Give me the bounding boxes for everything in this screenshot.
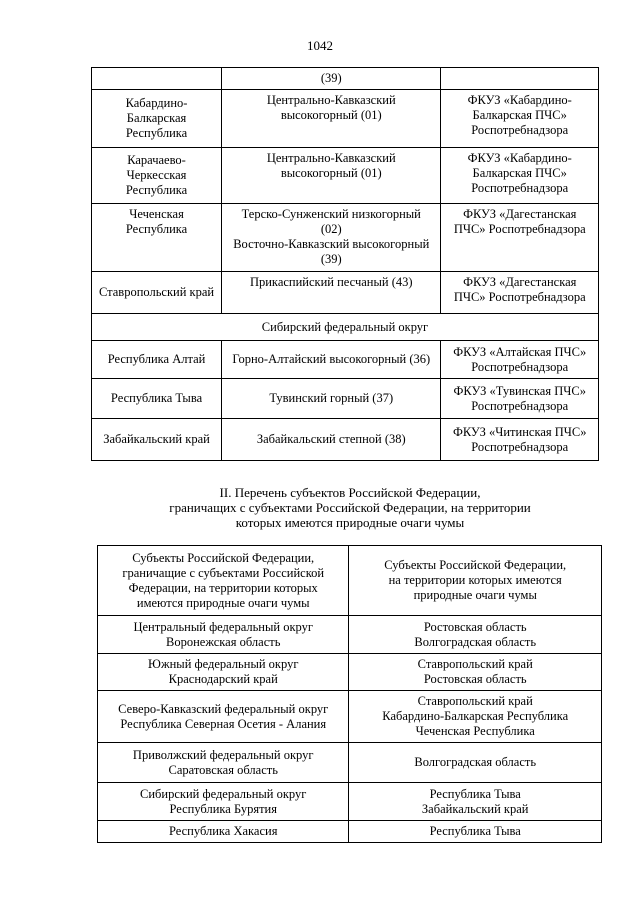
cell-line: ПЧС» Роспотребнадзора (453, 222, 586, 236)
table-row (92, 419, 599, 461)
cell-line: Балкарская ПЧС» (472, 108, 567, 122)
cell-line: Волгоградская область (414, 634, 537, 649)
page-number: 1042 (307, 38, 333, 53)
cell-line: Республика Алтай (107, 352, 206, 366)
cell-line: на территории которых имеются (388, 573, 562, 587)
table-row (92, 148, 599, 204)
bordering-subjects-table (97, 545, 602, 843)
institution-cell (441, 272, 599, 314)
cell-line: Роспотребнадзора (471, 398, 569, 413)
table-cell (98, 743, 349, 783)
cell-line: ФКУЗ «Кабардино- (467, 151, 572, 165)
table-row (98, 691, 602, 743)
cell-line: ФКУЗ «Дагестанская (463, 207, 577, 221)
table-row (98, 821, 602, 843)
cell-line: Роспотребнадзора (471, 359, 569, 374)
focus-cell (222, 90, 441, 148)
section-heading-line: которых имеются природные очаги чумы (235, 515, 465, 530)
subject-cell (92, 90, 222, 148)
cell-line: Ставропольский край (98, 285, 215, 299)
cell-line: Субъекты Российской Федерации, (132, 550, 315, 565)
cell-line: Республика Тыва (429, 824, 521, 838)
table-cell (98, 783, 349, 821)
cell-line: Ставропольский край (417, 657, 533, 671)
table-cell (349, 821, 602, 843)
cell-line: Республика Хакасия (168, 824, 278, 838)
cell-line: Краснодарский край (168, 672, 278, 686)
cell-line: ФКУЗ «Кабардино- (467, 93, 572, 107)
cell-line: (39) (320, 252, 342, 266)
cell-line: Южный федеральный округ (147, 657, 299, 671)
institution-cell (441, 90, 599, 148)
cell-line: Сибирский федеральный округ (140, 786, 307, 801)
cell-line: Балкарская (126, 111, 187, 125)
table-row (92, 204, 599, 272)
table-cell (441, 68, 599, 90)
cell-line: Забайкальский степной (38) (256, 432, 406, 446)
cell-line: ФКУЗ «Читинская ПЧС» (452, 424, 587, 439)
cell-line: Забайкальский край (421, 801, 529, 816)
header-cell (98, 546, 349, 616)
header-cell (349, 546, 602, 616)
cell-line: ФКУЗ «Дагестанская (463, 275, 577, 289)
cell-line: ПЧС» Роспотребнадзора (453, 290, 586, 304)
cell-line: природные очаги чумы (413, 588, 537, 602)
subject-cell (92, 419, 222, 461)
subject-cell (92, 148, 222, 204)
institution-cell (441, 341, 599, 379)
cell-line: Тувинский горный (37) (269, 391, 394, 405)
cell-line: Республика (125, 222, 188, 236)
cell-line: Ростовская область (423, 672, 527, 686)
cell-line: Кабардино- (125, 96, 188, 110)
cell-line: граничащие с субъектами Российской (122, 565, 325, 580)
cell-line: Горно-Алтайский высокогорный (36) (232, 352, 431, 366)
subject-cell (92, 272, 222, 314)
section-heading (150, 485, 550, 530)
focus-cell (222, 272, 441, 314)
cell-line: Роспотребнадзора (471, 123, 569, 137)
cell-line: Республика Северная Осетия - Алания (120, 716, 327, 731)
cell-line: (02) (320, 222, 342, 236)
table-row (98, 654, 602, 691)
cell-line: Саратовская область (168, 762, 278, 777)
district-heading: Сибирский федеральный округ (92, 314, 599, 341)
cell-line: Чеченская Республика (415, 724, 535, 738)
institution-cell (441, 379, 599, 419)
cell-line: Забайкальский край (103, 432, 210, 446)
table-row (98, 783, 602, 821)
cell-line: Роспотребнадзора (471, 181, 569, 195)
table-header-row (98, 546, 602, 616)
cell-line: Прикаспийский песчаный (43) (249, 275, 413, 289)
section-heading-line: II. Перечень субъектов Российской Федерации, (219, 485, 481, 500)
table-cell (92, 68, 222, 90)
focus-cell (222, 204, 441, 272)
cell-line: Терско-Сунженский низкогорный (241, 207, 421, 221)
cell-line: Республика (125, 183, 188, 197)
institution-cell (441, 419, 599, 461)
institution-cell (441, 204, 599, 272)
cell-line: Центрально-Кавказский (266, 93, 396, 107)
cell-line: Республика Тыва (110, 391, 203, 405)
table-row (98, 743, 602, 783)
table-row (92, 272, 599, 314)
table-cell: (39) (222, 68, 441, 90)
table-row (98, 616, 602, 654)
focus-cell (222, 419, 441, 461)
table-row (92, 341, 599, 379)
table-row-continuation (92, 68, 599, 90)
table-cell (98, 821, 349, 843)
cell-line: Субъекты Российской Федерации, (384, 558, 567, 572)
table-cell (98, 654, 349, 691)
cell-line: имеются природные очаги чумы (136, 595, 310, 610)
cell-line: Северо-Кавказский федеральный округ (118, 701, 329, 716)
table-cell (349, 691, 602, 743)
cell-line: Центрально-Кавказский (266, 151, 396, 165)
cell-line: Роспотребнадзора (471, 439, 569, 454)
cell-line: Республика Тыва (429, 786, 521, 801)
table-cell (349, 743, 602, 783)
plague-foci-table (91, 67, 599, 461)
cell-line: Республика (125, 126, 188, 140)
cell-line: Карачаево- (127, 153, 186, 167)
cell-line: Черкесская (126, 168, 187, 182)
district-heading-row (92, 314, 599, 341)
table-cell (349, 783, 602, 821)
table-cell (349, 654, 602, 691)
cell-line: Ростовская область (423, 619, 527, 634)
table-cell (98, 616, 349, 654)
cell-line: ФКУЗ «Тувинская ПЧС» (453, 383, 586, 398)
cell-line: Чеченская (129, 207, 184, 221)
institution-cell (441, 148, 599, 204)
cell-line: Кабардино-Балкарская Республика (382, 709, 569, 723)
focus-cell (222, 148, 441, 204)
cell-line: Республика Бурятия (169, 801, 277, 816)
section-heading-line: граничащих с субъектами Российской Федерации, на территории (169, 500, 531, 515)
cell-line: Восточно-Кавказский высокогорный (233, 237, 430, 251)
cell-line: Волгоградская область (414, 755, 537, 769)
subject-cell (92, 204, 222, 272)
focus-cell (222, 379, 441, 419)
focus-cell (222, 341, 441, 379)
table-cell (98, 691, 349, 743)
cell-line: Федерации, на территории которых (128, 580, 318, 595)
cell-line: высокогорный (01) (280, 166, 382, 180)
cell-line: Балкарская ПЧС» (472, 166, 567, 180)
table-row (92, 379, 599, 419)
cell-line: Воронежская область (166, 634, 281, 649)
table-cell (349, 616, 602, 654)
cell-line: Центральный федеральный округ (133, 619, 313, 634)
subject-cell (92, 379, 222, 419)
cell-line: Приволжский федеральный округ (132, 747, 314, 762)
cell-line: высокогорный (01) (280, 108, 382, 122)
table-row (92, 90, 599, 148)
cell-line: Ставропольский край (417, 694, 533, 708)
cell-line: ФКУЗ «Алтайская ПЧС» (453, 344, 587, 359)
subject-cell (92, 341, 222, 379)
